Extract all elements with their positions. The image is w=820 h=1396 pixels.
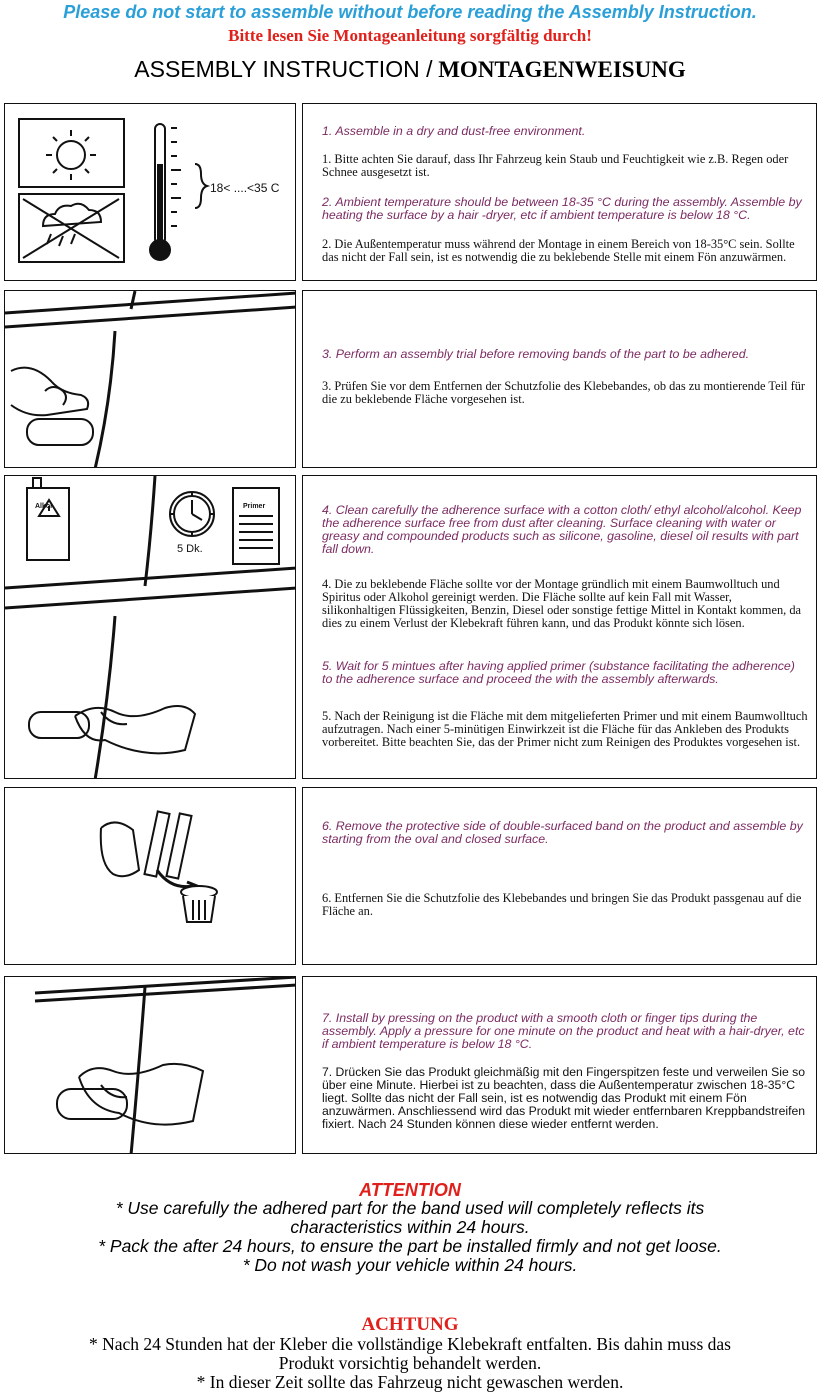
attention-line-3: * Pack the after 24 hours, to ensure the part be installed firmly and not get loose. <box>98 1236 722 1256</box>
hand-holding-handle-icon <box>11 368 93 445</box>
figure-remove-film <box>4 787 296 965</box>
step-box-3 <box>302 290 817 468</box>
attention-line-1: * Use carefully the adhered part for the band used will completely reflects its <box>115 1198 705 1218</box>
step-box-4-5 <box>302 475 817 779</box>
step-1-english: 1. Assemble in a dry and dust-free environment. <box>322 124 586 138</box>
timer-label: 5 Dk. <box>177 543 203 555</box>
step-box-1-2 <box>302 103 817 281</box>
step-3-german: 3. Prüfen Sie vor dem Entfernen der Schutzfolie des Klebebandes, ob das zu montierende Teil für die zu beklebende Fläche vorgesehen ist. <box>322 379 806 406</box>
attention-title: ATTENTION <box>359 1180 461 1200</box>
step-4-german: 4. Die zu beklebende Fläche sollte vor der Montage gründlich mit einem Baumwolltuch und Spiritus oder Alkohol gereinigt werden. Die Fläche sollte auf kein Fall mit Wasser, silikonhaltigen Flüssigkeiten, Benzin, Diesel oder sonstige fettige Mittel in Kontakt kommen, da dies zu einem Verlust der Klebekraft führen kann, und das Produkt könnte sich lösen. <box>322 577 802 630</box>
step-2-german: 2. Die Außentemperatur muss während der Montage in einem Bereich von 18-35°C sein. Sollte das nicht der Fall sein, ist es notwendig die zu beklebende Stelle mit einem Fön anzuwärmen. <box>322 237 795 264</box>
step-5-german: 5. Nach der Reinigung ist die Fläche mit dem mitgelieferten Primer und mit einem Baumwolltuch aufzutragen. Nach einer 5-minütigen Einwirkzeit ist die Fläche für das Ankleben des Produkts vorbereitet. Bitte beachten Sie, das der Primer nicht zum Reinigen des Produktes vorgesehen ist. <box>322 709 808 749</box>
rain-cloud-icon <box>23 199 119 258</box>
alkol-label: Alkol <box>35 503 53 510</box>
step-2-english: 2. Ambient temperature should be between 18-35 °C during the assembly. Assemble by heating the surface by a hair -dryer, etc if ambient temperature is below 18 °C. <box>322 195 802 222</box>
step-5-english: 5. Wait for 5 mintues after having applied primer (substance facilitating the adherence) to the adherence surface and proceed the with the assembly afterwards. <box>322 659 795 686</box>
temp-range-label: 18< ....<35 C <box>210 181 280 195</box>
achtung-title: ACHTUNG <box>361 1314 459 1335</box>
hand-pressing-handle-icon <box>57 1064 203 1125</box>
peeling-film-icon <box>101 811 197 892</box>
achtung-line-1: * Nach 24 Stunden hat der Kleber die vollständige Klebekraft entfalten. Bis dahin muss das <box>89 1334 731 1354</box>
trash-bin-icon <box>181 886 217 922</box>
step-3-english: 3. Perform an assembly trial before removing bands of the part to be adhered. <box>322 347 750 361</box>
primer-sheet-icon <box>233 488 279 564</box>
step-6-german: 6. Entfernen Sie die Schutzfolie des Klebebandes und bringen Sie das Produkt passgenau auf die Fläche an. <box>322 891 802 918</box>
step-box-7 <box>302 976 817 1154</box>
attention-line-2: characteristics within 24 hours. <box>290 1217 530 1237</box>
attention-line-4: * Do not wash your vehicle within 24 hours. <box>242 1255 578 1275</box>
figure-press-product <box>4 976 296 1154</box>
step-4-english: 4. Clean carefully the adherence surface with a cotton cloth/ ethyl alcohol/alcohol. Keep the adherence surface free from dust after cleaning. Surface cleaning with water or greasy and compounded products such as silicone, gasoline, diesel oil results with part fall down. <box>322 503 802 556</box>
alcohol-bottle-icon <box>27 478 69 560</box>
title-english: ASSEMBLY INSTRUCTION / <box>134 56 433 82</box>
title-german: MONTAGENWEISUNG <box>438 57 686 82</box>
figure-clean-primer <box>4 475 296 779</box>
step-7-english: 7. Install by pressing on the product with a smooth cloth or finger tips during the assembly. Apply a pressure for one minute on the product and heat with a hair-dryer, etc if ambient temperature is below 18 °C. <box>322 1011 805 1051</box>
clock-icon <box>170 492 214 536</box>
achtung-line-3: * In dieser Zeit sollte das Fahrzeug nicht gewaschen werden. <box>196 1372 624 1392</box>
achtung-line-2: Produkt vorsichtig behandelt werden. <box>278 1353 542 1373</box>
page-title <box>0 56 820 83</box>
step-6-english: 6. Remove the protective side of double-surfaced band on the product and assemble by starting from the oval and closed surface. <box>322 819 803 846</box>
warning-english: Please do not start to assemble without before reading the Assembly Instruction. <box>63 2 757 22</box>
step-box-6 <box>302 787 817 965</box>
warning-german: Bitte lesen Sie Montageanleitung sorgfältig durch! <box>228 26 592 45</box>
thermometer-icon <box>150 124 207 260</box>
step-1-german: 1. Bitte achten Sie darauf, dass Ihr Fahrzeug kein Staub und Feuchtigkeit wie z.B. Regen oder Schnee ausgesetzt ist. <box>322 152 789 179</box>
sun-icon <box>46 130 96 180</box>
primer-label: Primer <box>243 503 266 510</box>
figure-environment <box>4 103 296 281</box>
hand-wiping-cloth-icon <box>29 706 195 753</box>
step-7-german: 7. Drücken Sie das Produkt gleichmäßig mit den Fingerspitzen feste und verweilen Sie so über eine Minute. Hierbei ist zu beachten, dass die Außentemperatur zwischen 18-35°C liegt. Sollte das nicht der Fall sein, ist es notwendig das Produkt mit einem Fön anzuwärmen. Anschliessend wird das Produkt mit wieder entfernbaren Kreppbandstreifen fixiert. Nach 24 Stunden können diese wieder entfernt werden. <box>322 1065 806 1131</box>
figure-trial-fit <box>4 290 296 468</box>
